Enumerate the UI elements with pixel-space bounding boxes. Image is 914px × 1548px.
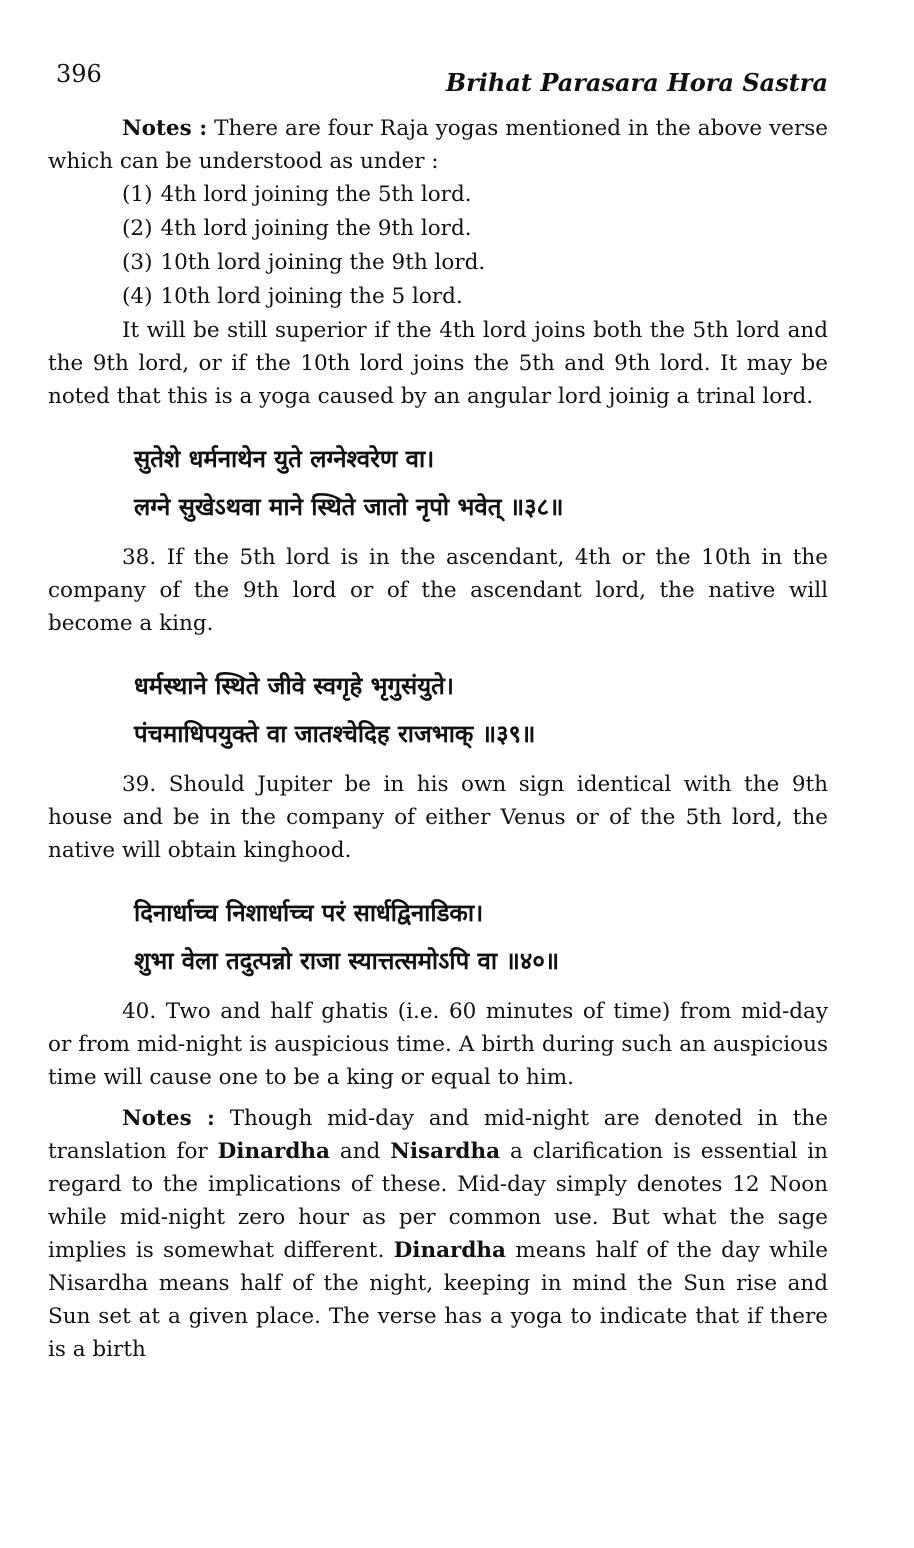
notes-text-part: Though mid-day and mid-night are denoted in the translation for <box>48 1106 829 1164</box>
sanskrit-verse-38-line-2: लग्ने सुखेऽथवा माने स्थिते जातो नृपो भवेत् ॥३८॥ <box>134 493 564 521</box>
notes-text-part: a clarification is essential in regard to the implications of these. Mid-day simply denotes 12 Noon while mid-night zero hour as per common use. But what the sage implies is somewhat different. <box>48 1139 828 1263</box>
superior-yoga-paragraph: It will be still superior if the 4th lord joins both the 5th lord and the 9th lord, or if the 10th lord joins the 5th and 9th lord. It may be noted that this is a yoga caused by an angular lord joinig a trinal lord. <box>48 318 828 409</box>
page-header <box>56 60 828 100</box>
notes-label: Notes : <box>122 1106 215 1131</box>
page-body <box>48 112 828 1366</box>
notes-raja-yogas <box>48 112 828 178</box>
list-item-text: 10th lord joining the 5 lord. <box>160 284 463 309</box>
list-item <box>122 212 828 246</box>
term-dinardha: Dinardha <box>217 1139 330 1164</box>
list-item-number: (1) <box>122 182 153 207</box>
running-title: Brihat Parasara Hora Sastra <box>445 68 828 97</box>
list-item-number: (2) <box>122 216 153 241</box>
sanskrit-verse-40-line-1: दिनार्धाच्च निशार्धाच्च परं सार्धद्विनाडिका। <box>134 899 484 927</box>
notes-label: Notes : <box>122 116 208 141</box>
notes-dinardha <box>48 1102 828 1366</box>
list-item-text: 4th lord joining the 5th lord. <box>160 182 472 207</box>
list-item-text: 10th lord joining the 9th lord. <box>160 250 486 275</box>
list-item-text: 4th lord joining the 9th lord. <box>160 216 472 241</box>
translation-40: 40. Two and half ghatis (i.e. 60 minutes of time) from mid-day or from mid-night is auspicious time. A birth during such an auspicious time will cause one to be a king or equal to him. <box>48 999 828 1090</box>
translation-38: 38. If the 5th lord is in the ascendant, 4th or the 10th in the company of the 9th lord or of the ascendant lord, the native will become a king. <box>48 545 828 636</box>
list-item <box>122 280 828 314</box>
list-item <box>122 178 828 212</box>
sanskrit-verse-39-line-1: धर्मस्थाने स्थिते जीवे स्वगृहे भृगुसंयुते। <box>134 672 454 700</box>
raja-yoga-list <box>48 178 828 314</box>
page-number: 396 <box>56 60 102 88</box>
list-item <box>122 246 828 280</box>
notes-text-part: means half of the day while Nisardha means half of the night, keeping in mind the Sun rise and Sun set at a given place. The verse has a yoga to indicate that if there is a birth <box>48 1238 828 1362</box>
sanskrit-verse-38-line-1: सुतेशे धर्मनाथेन युते लग्नेश्वरेण वा। <box>134 445 435 473</box>
translation-39: 39. Should Jupiter be in his own sign identical with the 9th house and be in the company of either Venus or of the 5th lord, the native will obtain kinghood. <box>48 772 828 863</box>
sanskrit-verse-40-line-2: शुभा वेला तदुत्पन्नो राजा स्यात्तत्समोऽपि वा ॥४०॥ <box>134 947 560 975</box>
list-item-number: (3) <box>122 250 153 275</box>
notes-text-part: and <box>339 1139 381 1164</box>
list-item-number: (4) <box>122 284 153 309</box>
notes-text: There are four Raja yogas mentioned in the above verse which can be understood as under : <box>48 116 828 174</box>
term-dinardha: Dinardha <box>393 1238 506 1263</box>
sanskrit-verse-39-line-2: पंचमाधिपयुक्ते वा जातश्चेदिह राजभाक् ॥३९॥ <box>134 720 536 748</box>
term-nisardha: Nisardha <box>390 1139 501 1164</box>
